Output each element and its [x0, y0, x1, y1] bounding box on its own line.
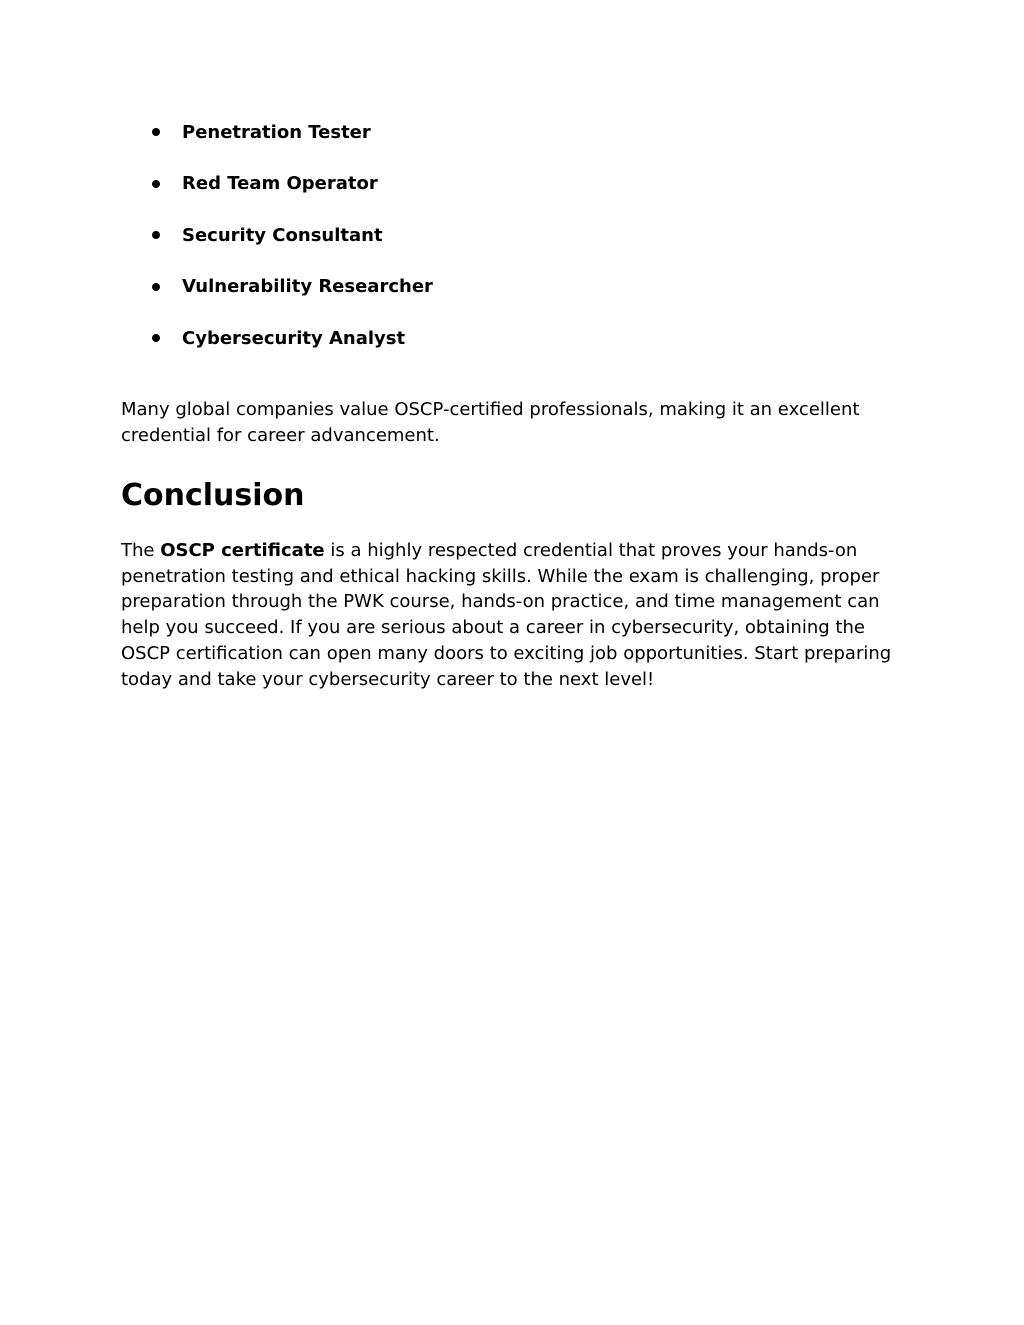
list-item [150, 324, 433, 352]
bullet-icon [152, 128, 160, 136]
bullet-icon [152, 180, 160, 188]
list-item [150, 273, 433, 301]
career-paragraph: Many global companies value OSCP-certified professionals, making it an excellent credential for career advancement. [121, 399, 860, 446]
bullet-icon [152, 334, 160, 342]
list-item [150, 118, 433, 146]
role-label: Vulnerability Researcher [182, 276, 433, 297]
conclusion-body: is a highly respected credential that proves your hands-on penetration testing and ethical hacking skills. While the exam is challenging, proper preparation through the PWK course, hands-on practice, and time management can help you succeed. If you are serious about a career in cybersecurity, obtaining the OSCP certification can open many doors to exciting job opportunities. Start preparing today and take your cybersecurity career to the next level! [121, 540, 892, 690]
role-label: Red Team Operator [182, 173, 378, 194]
bullet-icon [152, 283, 160, 291]
conclusion-intro: The [121, 540, 161, 561]
conclusion-paragraph [121, 538, 911, 692]
role-label: Cybersecurity Analyst [182, 327, 406, 349]
list-item [150, 221, 433, 249]
role-label: Security Consultant [182, 224, 383, 246]
bullet-icon [152, 231, 160, 239]
career-roles-list [150, 118, 433, 376]
conclusion-heading: Conclusion [121, 478, 305, 513]
oscp-certificate-term: OSCP certificate [160, 540, 325, 561]
role-label: Penetration Tester [182, 121, 371, 143]
list-item [150, 170, 433, 198]
